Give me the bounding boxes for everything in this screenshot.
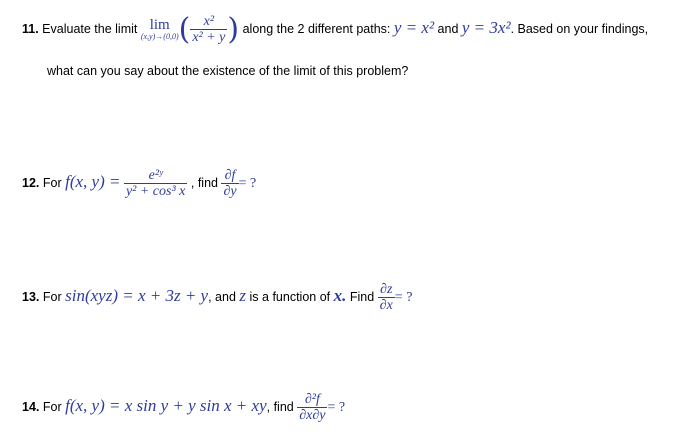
limit-word: lim bbox=[149, 17, 170, 33]
partial-derivative bbox=[297, 392, 327, 424]
derivative-denominator: ∂x∂y bbox=[299, 408, 326, 424]
fraction-numerator: x² bbox=[190, 14, 227, 30]
equals-question: = ? bbox=[394, 290, 413, 306]
equation: f(x, y) = x sin y + y sin x + xy bbox=[65, 396, 267, 416]
problem-number: 11. bbox=[22, 21, 39, 36]
problem-11 bbox=[22, 12, 648, 47]
function-fraction bbox=[124, 168, 187, 200]
partial-derivative bbox=[221, 168, 238, 200]
problem-11-line2: what can you say about the existence of the limit of this problem? bbox=[47, 64, 409, 78]
problem-13 bbox=[22, 282, 412, 314]
function-def: f(x, y) = bbox=[65, 172, 121, 192]
fraction-denominator: x² + y bbox=[192, 30, 226, 45]
problem-text: For bbox=[42, 400, 62, 415]
derivative-numerator: ∂²f bbox=[297, 392, 327, 408]
problem-14 bbox=[22, 392, 345, 424]
problem-text: For bbox=[42, 176, 62, 191]
equals-question: = ? bbox=[238, 176, 257, 192]
problem-number: 14. bbox=[22, 400, 40, 415]
problem-text: is a function of bbox=[249, 290, 331, 305]
problem-text: For bbox=[42, 290, 62, 305]
partial-derivative bbox=[378, 282, 395, 314]
problem-text: , find bbox=[190, 176, 218, 191]
equation: sin(xyz) = x + 3z + y bbox=[65, 286, 209, 306]
problem-text: along the 2 different paths: bbox=[242, 21, 391, 36]
problem-number: 13. bbox=[22, 290, 40, 305]
left-paren: ( bbox=[178, 12, 191, 47]
problem-12 bbox=[22, 168, 256, 200]
derivative-denominator: ∂y bbox=[223, 184, 237, 200]
problem-number: 12. bbox=[22, 176, 40, 191]
problem-text: , find bbox=[266, 400, 294, 415]
fraction-denominator: y² + cos³ x bbox=[125, 184, 186, 200]
fraction-numerator: e²ʸ bbox=[124, 168, 187, 184]
derivative-numerator: ∂z bbox=[378, 282, 395, 298]
variable: x. bbox=[333, 286, 347, 306]
limit-fraction bbox=[190, 14, 227, 46]
problem-text: Evaluate the limit bbox=[42, 21, 138, 36]
problem-text: Find bbox=[349, 290, 375, 305]
problem-text: and bbox=[437, 21, 459, 36]
right-paren: ) bbox=[227, 12, 240, 47]
derivative-denominator: ∂x bbox=[379, 298, 393, 314]
path-2: y = 3x² bbox=[461, 17, 511, 37]
problem-text: , and bbox=[208, 290, 236, 305]
limit-operator bbox=[141, 18, 179, 41]
equals-question: = ? bbox=[327, 400, 346, 416]
path-1: y = x² bbox=[393, 17, 435, 37]
derivative-numerator: ∂f bbox=[221, 168, 238, 184]
limit-subscript: (x,y)→(0,0) bbox=[140, 32, 179, 41]
variable: z bbox=[239, 286, 247, 306]
problem-text: . Based on your findings, bbox=[510, 21, 649, 36]
